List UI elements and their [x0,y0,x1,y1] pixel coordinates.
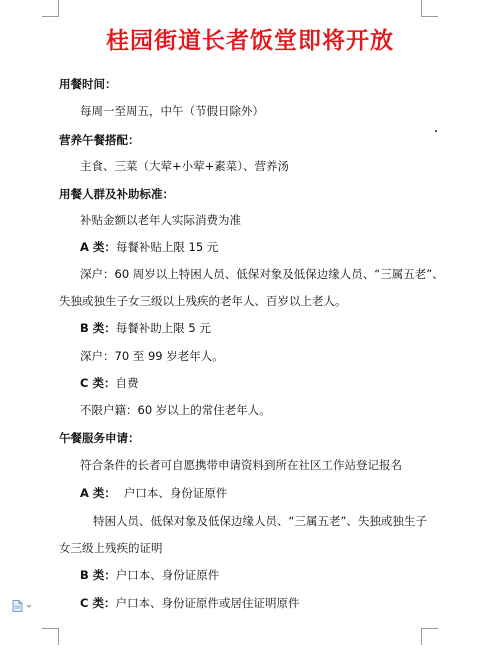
body-text: 补贴金额以老年人实际消费为准 [80,213,241,227]
category-c-line [80,376,138,390]
body-text: 户口本、身份证原件 [123,486,228,500]
category-label: B 类： [80,321,116,335]
application-a-line [80,486,227,500]
body-text: 不限户籍：60 岁以上的常住老年人。 [80,403,271,417]
body-text: 户口本、身份证原件或居住证明原件 [115,596,300,610]
body-text: 女三级上残疾的证明 [59,541,163,555]
section-heading-meal-time: 用餐时间： [59,77,117,91]
body-text: 每餐补助上限 5 元 [115,321,211,335]
category-label: C 类： [80,596,116,610]
category-label: C 类： [80,376,116,390]
section-heading-subsidy: 用餐人群及补助标准： [59,187,174,201]
document-title: 桂园街道长者饭堂即将开放 [106,27,394,54]
body-text: 每周一至周五，中午（节假日除外） [80,104,264,118]
page-corner-mark-bottom-right [421,628,438,645]
category-label: B 类： [80,568,116,582]
body-text: 自费 [115,376,139,390]
category-a-line [80,240,218,254]
body-text: 符合条件的长者可自愿携带申请资料到所在社区工作站登记报名 [80,458,402,472]
category-label: A 类： [80,240,116,254]
body-text: 深户：70 至 99 岁老年人。 [80,349,224,363]
body-text: 每餐补贴上限 15 元 [115,240,219,254]
category-b-line [80,321,211,335]
body-text: 深户：60 周岁以上特困人员、低保对象及低保边缘人员、“三属五老”、 [80,267,444,281]
document-icon[interactable] [12,597,34,609]
page-corner-mark-top-right [421,0,438,17]
page-corner-mark-top-left [42,0,59,17]
section-heading-nutrition: 营养午餐搭配： [59,133,140,147]
body-text: 户口本、身份证原件 [115,568,220,582]
category-label: A 类： [80,486,116,500]
section-heading-application: 午餐服务申请： [59,431,140,445]
body-text: 主食、三菜（大荤+小荤+素菜）、营养汤 [80,159,290,173]
application-b-line [80,568,219,582]
application-c-line [80,596,299,610]
body-text: 特困人员、低保对象及低保边缘人员、“三属五老”、失独或独生子 [93,514,427,528]
margin-mark [435,130,437,132]
body-text: 失独或独生子女三级以上残疾的老年人、百岁以上老人。 [59,294,347,308]
page-corner-mark-bottom-left [42,628,59,645]
